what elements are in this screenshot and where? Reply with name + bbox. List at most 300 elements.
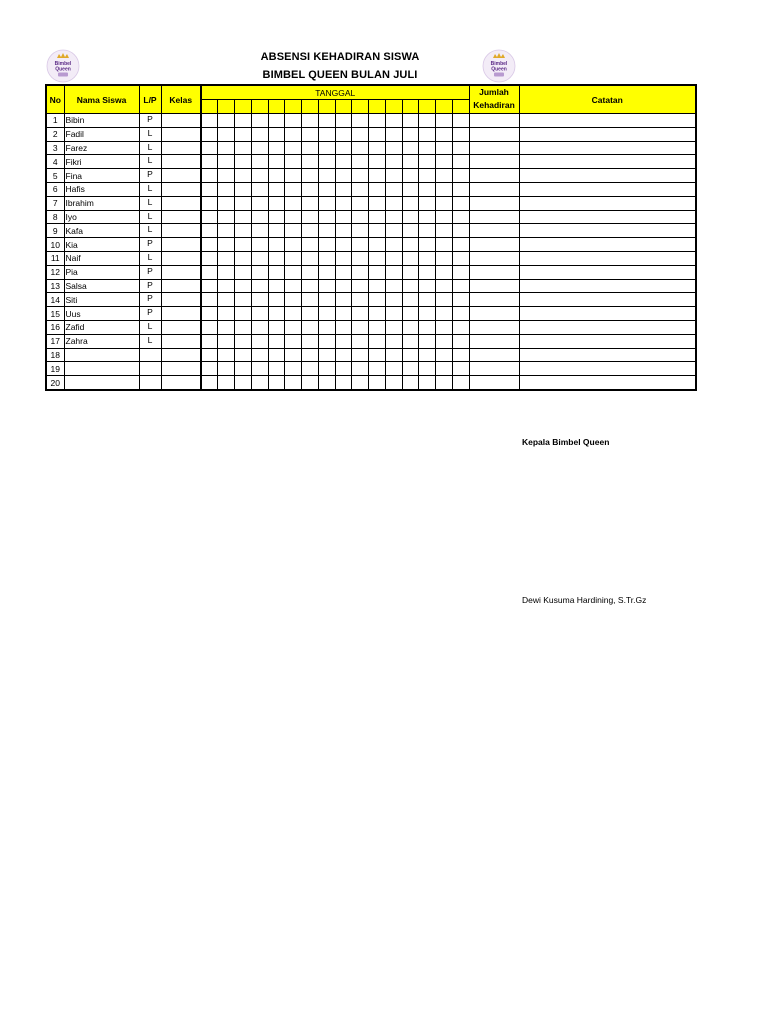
attendance-cell[interactable] <box>318 320 335 334</box>
attendance-cell[interactable] <box>352 265 369 279</box>
attendance-cell[interactable] <box>268 127 285 141</box>
attendance-cell[interactable] <box>285 238 302 252</box>
attendance-cell[interactable] <box>352 196 369 210</box>
attendance-cell[interactable] <box>302 362 319 376</box>
attendance-cell[interactable] <box>369 279 386 293</box>
attendance-cell[interactable] <box>419 348 436 362</box>
attendance-cell[interactable] <box>335 182 352 196</box>
attendance-cell[interactable] <box>335 210 352 224</box>
attendance-cell[interactable] <box>318 251 335 265</box>
attendance-cell[interactable] <box>218 348 235 362</box>
attendance-cell[interactable] <box>285 265 302 279</box>
attendance-cell[interactable] <box>419 114 436 128</box>
jumlah-kehadiran-cell[interactable] <box>469 376 519 390</box>
attendance-cell[interactable] <box>419 362 436 376</box>
attendance-cell[interactable] <box>436 141 453 155</box>
attendance-cell[interactable] <box>201 265 218 279</box>
attendance-cell[interactable] <box>452 114 469 128</box>
kelas-cell[interactable] <box>161 169 201 183</box>
jumlah-kehadiran-cell[interactable] <box>469 127 519 141</box>
attendance-cell[interactable] <box>251 127 268 141</box>
attendance-cell[interactable] <box>318 141 335 155</box>
attendance-cell[interactable] <box>402 265 419 279</box>
catatan-cell[interactable] <box>519 182 696 196</box>
attendance-cell[interactable] <box>352 279 369 293</box>
attendance-cell[interactable] <box>268 376 285 390</box>
attendance-cell[interactable] <box>235 127 252 141</box>
attendance-cell[interactable] <box>402 224 419 238</box>
attendance-cell[interactable] <box>335 155 352 169</box>
attendance-cell[interactable] <box>268 182 285 196</box>
jumlah-kehadiran-cell[interactable] <box>469 348 519 362</box>
jumlah-kehadiran-cell[interactable] <box>469 293 519 307</box>
attendance-cell[interactable] <box>452 251 469 265</box>
attendance-cell[interactable] <box>218 251 235 265</box>
attendance-cell[interactable] <box>385 362 402 376</box>
attendance-cell[interactable] <box>452 182 469 196</box>
attendance-cell[interactable] <box>369 127 386 141</box>
attendance-cell[interactable] <box>335 224 352 238</box>
attendance-cell[interactable] <box>235 114 252 128</box>
attendance-cell[interactable] <box>402 114 419 128</box>
attendance-cell[interactable] <box>385 196 402 210</box>
attendance-cell[interactable] <box>335 376 352 390</box>
attendance-cell[interactable] <box>318 265 335 279</box>
attendance-cell[interactable] <box>335 169 352 183</box>
attendance-cell[interactable] <box>385 293 402 307</box>
attendance-cell[interactable] <box>218 265 235 279</box>
attendance-cell[interactable] <box>302 320 319 334</box>
attendance-cell[interactable] <box>235 155 252 169</box>
attendance-cell[interactable] <box>218 279 235 293</box>
attendance-cell[interactable] <box>369 362 386 376</box>
attendance-cell[interactable] <box>352 127 369 141</box>
attendance-cell[interactable] <box>402 251 419 265</box>
attendance-cell[interactable] <box>402 182 419 196</box>
attendance-cell[interactable] <box>285 376 302 390</box>
attendance-cell[interactable] <box>385 334 402 348</box>
attendance-cell[interactable] <box>452 127 469 141</box>
attendance-cell[interactable] <box>419 307 436 321</box>
attendance-cell[interactable] <box>419 279 436 293</box>
attendance-cell[interactable] <box>218 238 235 252</box>
attendance-cell[interactable] <box>452 238 469 252</box>
attendance-cell[interactable] <box>251 251 268 265</box>
attendance-cell[interactable] <box>285 169 302 183</box>
attendance-cell[interactable] <box>302 196 319 210</box>
attendance-cell[interactable] <box>302 127 319 141</box>
attendance-cell[interactable] <box>235 334 252 348</box>
attendance-cell[interactable] <box>218 376 235 390</box>
attendance-cell[interactable] <box>302 376 319 390</box>
attendance-cell[interactable] <box>385 348 402 362</box>
attendance-cell[interactable] <box>302 141 319 155</box>
kelas-cell[interactable] <box>161 251 201 265</box>
kelas-cell[interactable] <box>161 265 201 279</box>
attendance-cell[interactable] <box>251 182 268 196</box>
attendance-cell[interactable] <box>318 182 335 196</box>
attendance-cell[interactable] <box>235 362 252 376</box>
attendance-cell[interactable] <box>201 362 218 376</box>
attendance-cell[interactable] <box>436 155 453 169</box>
attendance-cell[interactable] <box>318 348 335 362</box>
attendance-cell[interactable] <box>385 224 402 238</box>
kelas-cell[interactable] <box>161 114 201 128</box>
attendance-cell[interactable] <box>369 210 386 224</box>
attendance-cell[interactable] <box>335 196 352 210</box>
attendance-cell[interactable] <box>268 114 285 128</box>
attendance-cell[interactable] <box>452 307 469 321</box>
attendance-cell[interactable] <box>201 114 218 128</box>
catatan-cell[interactable] <box>519 251 696 265</box>
attendance-cell[interactable] <box>201 293 218 307</box>
attendance-cell[interactable] <box>201 127 218 141</box>
attendance-cell[interactable] <box>419 334 436 348</box>
attendance-cell[interactable] <box>218 362 235 376</box>
attendance-cell[interactable] <box>318 376 335 390</box>
attendance-cell[interactable] <box>352 182 369 196</box>
catatan-cell[interactable] <box>519 196 696 210</box>
attendance-cell[interactable] <box>436 224 453 238</box>
attendance-cell[interactable] <box>436 320 453 334</box>
attendance-cell[interactable] <box>251 224 268 238</box>
attendance-cell[interactable] <box>402 127 419 141</box>
attendance-cell[interactable] <box>235 265 252 279</box>
attendance-cell[interactable] <box>352 251 369 265</box>
attendance-cell[interactable] <box>285 307 302 321</box>
attendance-cell[interactable] <box>218 127 235 141</box>
attendance-cell[interactable] <box>285 320 302 334</box>
attendance-cell[interactable] <box>352 320 369 334</box>
attendance-cell[interactable] <box>318 307 335 321</box>
attendance-cell[interactable] <box>352 334 369 348</box>
attendance-cell[interactable] <box>402 155 419 169</box>
attendance-cell[interactable] <box>419 320 436 334</box>
catatan-cell[interactable] <box>519 376 696 390</box>
attendance-cell[interactable] <box>369 196 386 210</box>
attendance-cell[interactable] <box>352 238 369 252</box>
jumlah-kehadiran-cell[interactable] <box>469 265 519 279</box>
attendance-cell[interactable] <box>402 279 419 293</box>
attendance-cell[interactable] <box>268 279 285 293</box>
attendance-cell[interactable] <box>268 362 285 376</box>
attendance-cell[interactable] <box>369 114 386 128</box>
attendance-cell[interactable] <box>335 238 352 252</box>
attendance-cell[interactable] <box>452 141 469 155</box>
attendance-cell[interactable] <box>201 196 218 210</box>
attendance-cell[interactable] <box>452 376 469 390</box>
catatan-cell[interactable] <box>519 141 696 155</box>
catatan-cell[interactable] <box>519 238 696 252</box>
kelas-cell[interactable] <box>161 334 201 348</box>
jumlah-kehadiran-cell[interactable] <box>469 224 519 238</box>
attendance-cell[interactable] <box>385 114 402 128</box>
attendance-cell[interactable] <box>402 196 419 210</box>
attendance-cell[interactable] <box>402 210 419 224</box>
attendance-cell[interactable] <box>419 293 436 307</box>
kelas-cell[interactable] <box>161 224 201 238</box>
attendance-cell[interactable] <box>285 293 302 307</box>
attendance-cell[interactable] <box>369 265 386 279</box>
jumlah-kehadiran-cell[interactable] <box>469 114 519 128</box>
jumlah-kehadiran-cell[interactable] <box>469 320 519 334</box>
attendance-cell[interactable] <box>235 251 252 265</box>
attendance-cell[interactable] <box>436 279 453 293</box>
attendance-cell[interactable] <box>419 224 436 238</box>
attendance-cell[interactable] <box>385 182 402 196</box>
attendance-cell[interactable] <box>251 307 268 321</box>
attendance-cell[interactable] <box>201 320 218 334</box>
kelas-cell[interactable] <box>161 293 201 307</box>
attendance-cell[interactable] <box>352 293 369 307</box>
attendance-cell[interactable] <box>335 320 352 334</box>
catatan-cell[interactable] <box>519 320 696 334</box>
attendance-cell[interactable] <box>251 114 268 128</box>
attendance-cell[interactable] <box>268 320 285 334</box>
attendance-cell[interactable] <box>235 293 252 307</box>
attendance-cell[interactable] <box>285 114 302 128</box>
attendance-cell[interactable] <box>302 169 319 183</box>
attendance-cell[interactable] <box>218 320 235 334</box>
attendance-cell[interactable] <box>335 307 352 321</box>
attendance-cell[interactable] <box>218 224 235 238</box>
attendance-cell[interactable] <box>235 210 252 224</box>
attendance-cell[interactable] <box>369 293 386 307</box>
attendance-cell[interactable] <box>302 251 319 265</box>
attendance-cell[interactable] <box>436 238 453 252</box>
attendance-cell[interactable] <box>318 169 335 183</box>
attendance-cell[interactable] <box>436 210 453 224</box>
attendance-cell[interactable] <box>402 376 419 390</box>
attendance-cell[interactable] <box>335 279 352 293</box>
attendance-cell[interactable] <box>251 265 268 279</box>
attendance-cell[interactable] <box>285 334 302 348</box>
catatan-cell[interactable] <box>519 279 696 293</box>
attendance-cell[interactable] <box>318 196 335 210</box>
attendance-cell[interactable] <box>268 334 285 348</box>
attendance-cell[interactable] <box>452 348 469 362</box>
attendance-cell[interactable] <box>452 293 469 307</box>
attendance-cell[interactable] <box>452 362 469 376</box>
attendance-cell[interactable] <box>335 293 352 307</box>
catatan-cell[interactable] <box>519 334 696 348</box>
attendance-cell[interactable] <box>218 114 235 128</box>
attendance-cell[interactable] <box>251 210 268 224</box>
attendance-cell[interactable] <box>302 307 319 321</box>
attendance-cell[interactable] <box>285 196 302 210</box>
kelas-cell[interactable] <box>161 182 201 196</box>
attendance-cell[interactable] <box>285 362 302 376</box>
attendance-cell[interactable] <box>419 155 436 169</box>
jumlah-kehadiran-cell[interactable] <box>469 334 519 348</box>
attendance-cell[interactable] <box>452 169 469 183</box>
attendance-cell[interactable] <box>268 251 285 265</box>
attendance-cell[interactable] <box>318 279 335 293</box>
attendance-cell[interactable] <box>201 238 218 252</box>
attendance-cell[interactable] <box>436 362 453 376</box>
attendance-cell[interactable] <box>452 155 469 169</box>
attendance-cell[interactable] <box>218 141 235 155</box>
attendance-cell[interactable] <box>402 293 419 307</box>
attendance-cell[interactable] <box>385 238 402 252</box>
attendance-cell[interactable] <box>302 293 319 307</box>
attendance-cell[interactable] <box>201 210 218 224</box>
catatan-cell[interactable] <box>519 307 696 321</box>
attendance-cell[interactable] <box>436 196 453 210</box>
attendance-cell[interactable] <box>369 182 386 196</box>
attendance-cell[interactable] <box>251 279 268 293</box>
attendance-cell[interactable] <box>352 155 369 169</box>
attendance-cell[interactable] <box>436 127 453 141</box>
attendance-cell[interactable] <box>385 265 402 279</box>
attendance-cell[interactable] <box>235 376 252 390</box>
attendance-cell[interactable] <box>335 127 352 141</box>
attendance-cell[interactable] <box>452 279 469 293</box>
attendance-cell[interactable] <box>302 182 319 196</box>
attendance-cell[interactable] <box>201 251 218 265</box>
attendance-cell[interactable] <box>385 376 402 390</box>
attendance-cell[interactable] <box>235 141 252 155</box>
attendance-cell[interactable] <box>251 293 268 307</box>
attendance-cell[interactable] <box>352 362 369 376</box>
attendance-cell[interactable] <box>235 196 252 210</box>
attendance-cell[interactable] <box>285 348 302 362</box>
attendance-cell[interactable] <box>318 210 335 224</box>
attendance-cell[interactable] <box>302 279 319 293</box>
attendance-cell[interactable] <box>201 141 218 155</box>
attendance-cell[interactable] <box>201 334 218 348</box>
attendance-cell[interactable] <box>201 155 218 169</box>
attendance-cell[interactable] <box>302 348 319 362</box>
attendance-cell[interactable] <box>251 334 268 348</box>
attendance-cell[interactable] <box>419 210 436 224</box>
jumlah-kehadiran-cell[interactable] <box>469 238 519 252</box>
attendance-cell[interactable] <box>335 251 352 265</box>
attendance-cell[interactable] <box>436 265 453 279</box>
attendance-cell[interactable] <box>318 155 335 169</box>
attendance-cell[interactable] <box>268 141 285 155</box>
jumlah-kehadiran-cell[interactable] <box>469 279 519 293</box>
attendance-cell[interactable] <box>302 265 319 279</box>
catatan-cell[interactable] <box>519 348 696 362</box>
attendance-cell[interactable] <box>436 251 453 265</box>
kelas-cell[interactable] <box>161 307 201 321</box>
attendance-cell[interactable] <box>268 307 285 321</box>
attendance-cell[interactable] <box>302 224 319 238</box>
attendance-cell[interactable] <box>318 362 335 376</box>
kelas-cell[interactable] <box>161 376 201 390</box>
attendance-cell[interactable] <box>436 348 453 362</box>
attendance-cell[interactable] <box>285 251 302 265</box>
attendance-cell[interactable] <box>419 141 436 155</box>
attendance-cell[interactable] <box>251 362 268 376</box>
kelas-cell[interactable] <box>161 348 201 362</box>
jumlah-kehadiran-cell[interactable] <box>469 196 519 210</box>
attendance-cell[interactable] <box>335 141 352 155</box>
kelas-cell[interactable] <box>161 127 201 141</box>
attendance-cell[interactable] <box>402 334 419 348</box>
jumlah-kehadiran-cell[interactable] <box>469 155 519 169</box>
attendance-cell[interactable] <box>285 127 302 141</box>
attendance-cell[interactable] <box>402 169 419 183</box>
attendance-cell[interactable] <box>385 127 402 141</box>
attendance-cell[interactable] <box>302 334 319 348</box>
attendance-cell[interactable] <box>335 362 352 376</box>
catatan-cell[interactable] <box>519 210 696 224</box>
attendance-cell[interactable] <box>369 376 386 390</box>
jumlah-kehadiran-cell[interactable] <box>469 307 519 321</box>
kelas-cell[interactable] <box>161 210 201 224</box>
attendance-cell[interactable] <box>235 348 252 362</box>
attendance-cell[interactable] <box>452 265 469 279</box>
attendance-cell[interactable] <box>352 141 369 155</box>
attendance-cell[interactable] <box>385 155 402 169</box>
catatan-cell[interactable] <box>519 293 696 307</box>
attendance-cell[interactable] <box>419 376 436 390</box>
attendance-cell[interactable] <box>352 348 369 362</box>
attendance-cell[interactable] <box>419 265 436 279</box>
attendance-cell[interactable] <box>352 114 369 128</box>
attendance-cell[interactable] <box>352 224 369 238</box>
catatan-cell[interactable] <box>519 155 696 169</box>
attendance-cell[interactable] <box>419 251 436 265</box>
attendance-cell[interactable] <box>201 307 218 321</box>
attendance-cell[interactable] <box>369 238 386 252</box>
attendance-cell[interactable] <box>268 293 285 307</box>
kelas-cell[interactable] <box>161 155 201 169</box>
catatan-cell[interactable] <box>519 114 696 128</box>
attendance-cell[interactable] <box>218 169 235 183</box>
attendance-cell[interactable] <box>352 307 369 321</box>
attendance-cell[interactable] <box>385 251 402 265</box>
attendance-cell[interactable] <box>302 155 319 169</box>
attendance-cell[interactable] <box>369 224 386 238</box>
attendance-cell[interactable] <box>285 210 302 224</box>
catatan-cell[interactable] <box>519 169 696 183</box>
attendance-cell[interactable] <box>419 196 436 210</box>
attendance-cell[interactable] <box>318 238 335 252</box>
attendance-cell[interactable] <box>452 210 469 224</box>
attendance-cell[interactable] <box>235 320 252 334</box>
attendance-cell[interactable] <box>369 251 386 265</box>
attendance-cell[interactable] <box>318 334 335 348</box>
attendance-cell[interactable] <box>201 182 218 196</box>
kelas-cell[interactable] <box>161 362 201 376</box>
attendance-cell[interactable] <box>251 169 268 183</box>
attendance-cell[interactable] <box>268 265 285 279</box>
attendance-cell[interactable] <box>335 334 352 348</box>
kelas-cell[interactable] <box>161 320 201 334</box>
attendance-cell[interactable] <box>385 279 402 293</box>
attendance-cell[interactable] <box>436 182 453 196</box>
catatan-cell[interactable] <box>519 265 696 279</box>
attendance-cell[interactable] <box>251 376 268 390</box>
attendance-cell[interactable] <box>302 114 319 128</box>
attendance-cell[interactable] <box>251 141 268 155</box>
catatan-cell[interactable] <box>519 224 696 238</box>
attendance-cell[interactable] <box>268 155 285 169</box>
attendance-cell[interactable] <box>201 169 218 183</box>
attendance-cell[interactable] <box>201 279 218 293</box>
attendance-cell[interactable] <box>452 196 469 210</box>
attendance-cell[interactable] <box>251 238 268 252</box>
attendance-cell[interactable] <box>318 224 335 238</box>
jumlah-kehadiran-cell[interactable] <box>469 362 519 376</box>
catatan-cell[interactable] <box>519 362 696 376</box>
attendance-cell[interactable] <box>218 155 235 169</box>
attendance-cell[interactable] <box>218 182 235 196</box>
attendance-cell[interactable] <box>369 334 386 348</box>
